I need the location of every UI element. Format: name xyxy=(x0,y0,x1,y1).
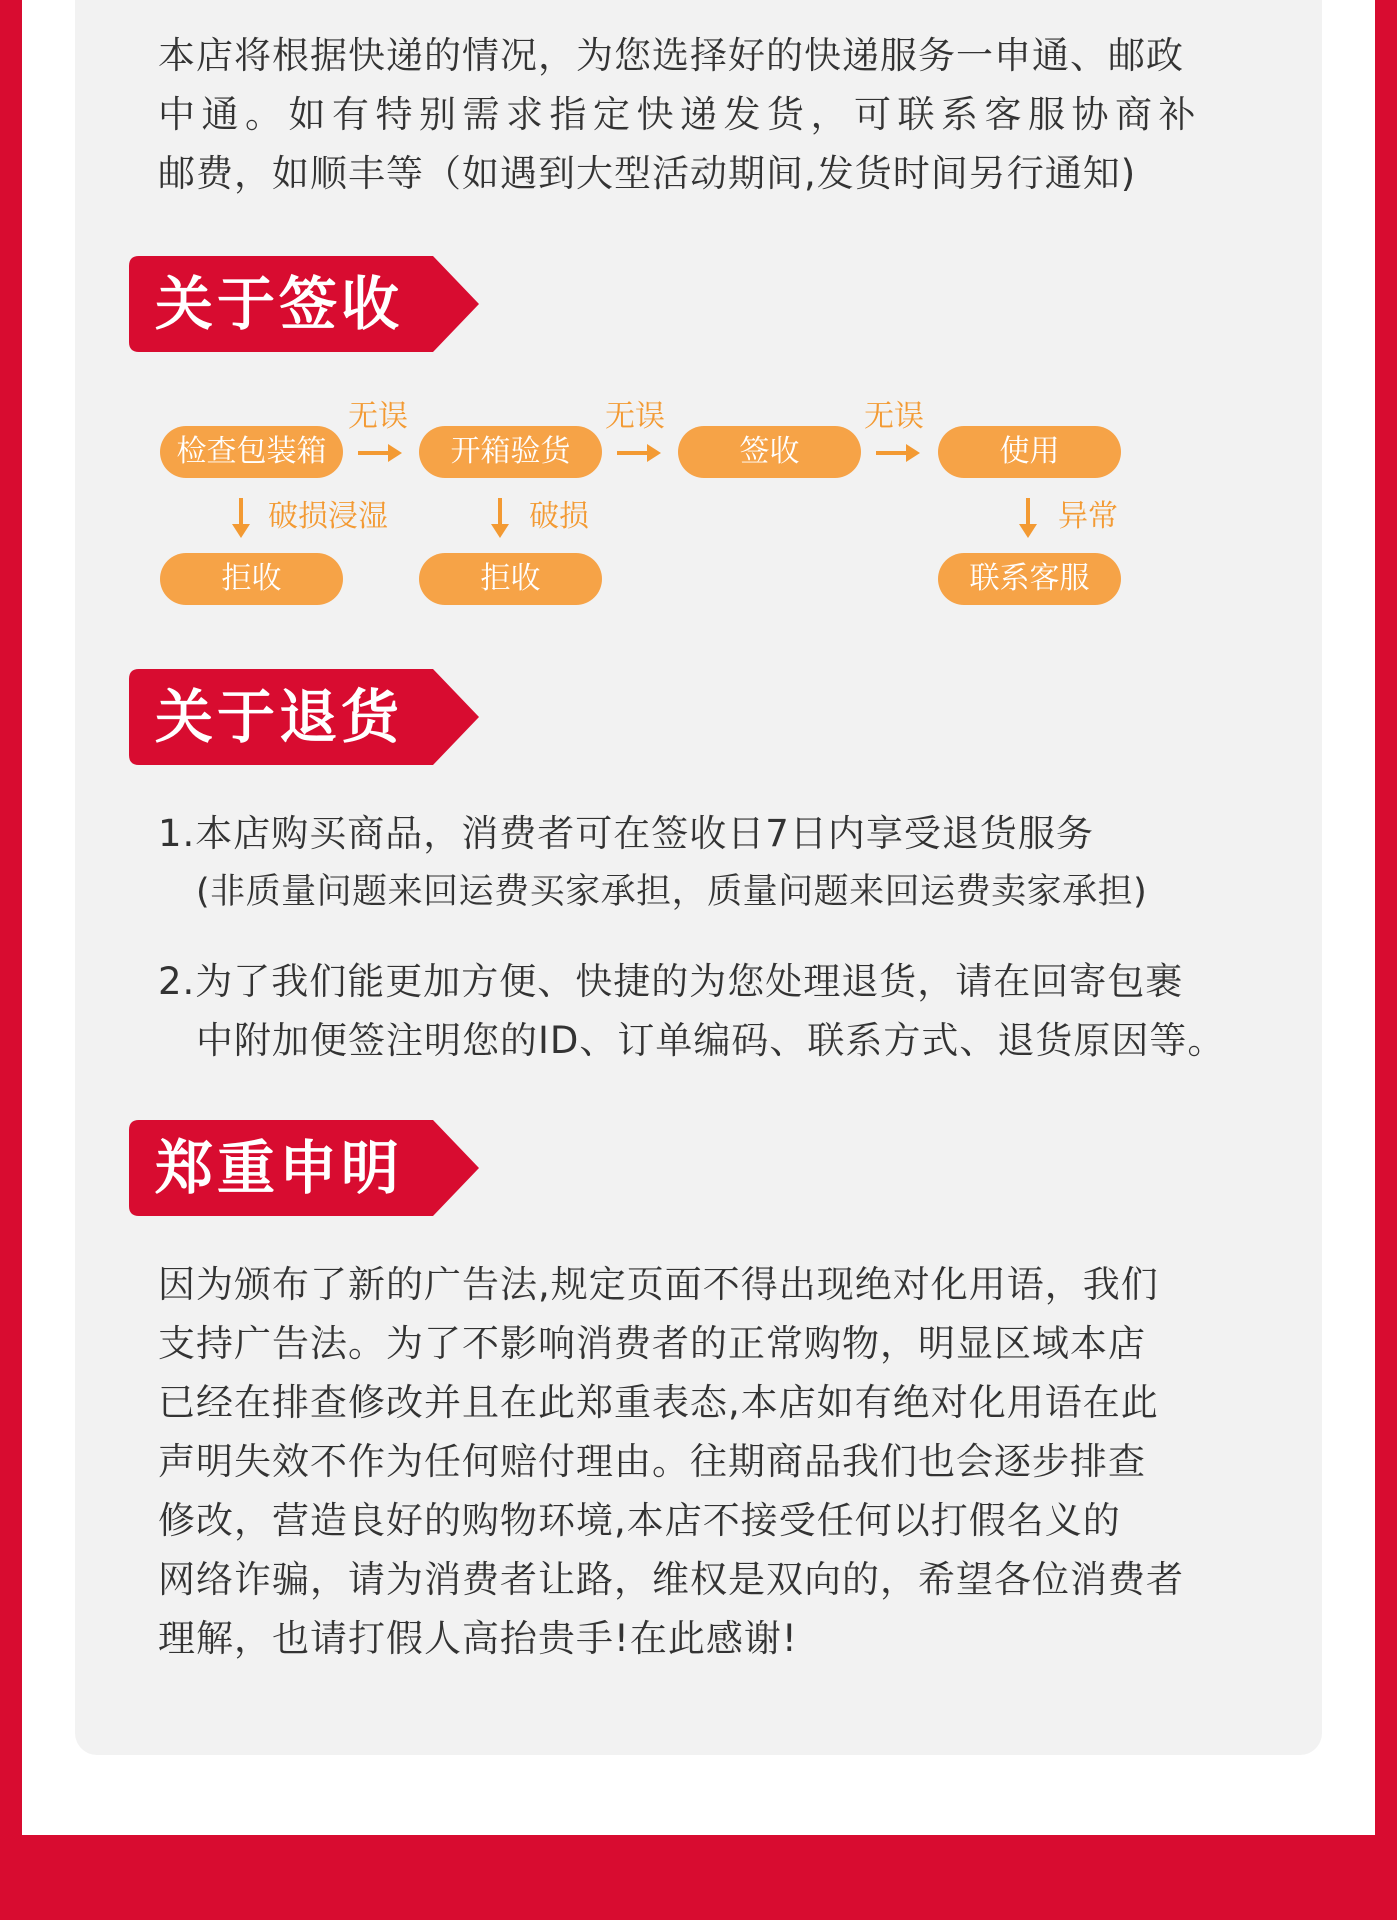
arrow-down-icon xyxy=(1016,498,1040,540)
arrow-right-icon xyxy=(617,442,663,464)
arrow-down-icon xyxy=(488,498,512,540)
intro-line: 本店将根据快递的情况，为您选择好的快递服务一申通、邮政 xyxy=(158,34,1184,77)
arrow-right-icon xyxy=(876,442,922,464)
section-banner-signing xyxy=(129,256,479,352)
statement-line: 因为颁布了新的广告法,规定页面不得出现绝对化用语，我们 xyxy=(158,1263,1159,1306)
flow-branch-condition: 异常 xyxy=(1058,499,1118,534)
section-title: 郑重申明 xyxy=(155,1134,404,1202)
intro-line: 邮费，如顺丰等（如遇到大型活动期间,发货时间另行通知) xyxy=(158,152,1137,195)
flow-result-reject: 拒收 xyxy=(419,553,602,605)
statement-line: 修改，营造良好的购物环境,本店不接受任何以打假名义的 xyxy=(158,1499,1121,1542)
flow-branch-condition: 破损 xyxy=(529,499,589,534)
flow-step-check-box: 检查包装箱 xyxy=(160,426,343,478)
statement-line: 网络诈骗，请为消费者让路，维权是双向的，希望各位消费者 xyxy=(158,1558,1184,1601)
statement-line: 已经在排查修改并且在此郑重表态,本店如有绝对化用语在此 xyxy=(158,1381,1159,1424)
returns-item xyxy=(158,952,1225,1070)
flow-step-use: 使用 xyxy=(938,426,1121,478)
flow-result-contact-service: 联系客服 xyxy=(938,553,1121,605)
flow-step-sign: 签收 xyxy=(678,426,861,478)
arrow-right-icon xyxy=(358,442,404,464)
arrow-down-icon xyxy=(229,498,253,540)
shipping-intro xyxy=(158,26,1202,203)
section-title: 关于退货 xyxy=(155,683,404,751)
flow-step-open-inspect: 开箱验货 xyxy=(419,426,602,478)
returns-item-line: 1.本店购买商品，消费者可在签收日7日内享受退货服务 xyxy=(158,812,1094,855)
statement-text xyxy=(158,1255,1184,1668)
section-banner-statement xyxy=(129,1120,479,1216)
returns-item-line: 2.为了我们能更加方便、快捷的为您处理退货，请在回寄包裹 xyxy=(158,960,1184,1003)
flow-ok-label: 无误 xyxy=(605,399,665,434)
returns-item-note: (非质量问题来回运费买家承担，质量问题来回运费卖家承担) xyxy=(196,872,1148,912)
flow-branch-condition: 破损浸湿 xyxy=(268,499,388,534)
statement-line: 支持广告法。为了不影响消费者的正常购物，明显区域本店 xyxy=(158,1322,1146,1365)
statement-line: 理解，也请打假人高抬贵手!在此感谢! xyxy=(158,1617,798,1660)
returns-item-note: 中附加便签注明您的ID、订单编码、联系方式、退货原因等。 xyxy=(196,1019,1226,1062)
returns-policy xyxy=(158,804,1225,1070)
section-banner-returns xyxy=(129,669,479,765)
returns-item xyxy=(158,804,1225,922)
statement-line: 声明失效不作为任何赔付理由。往期商品我们也会逐步排查 xyxy=(158,1440,1146,1483)
intro-line: 中通。如有特别需求指定快递发货，可联系客服协商补 xyxy=(158,93,1202,136)
section-title: 关于签收 xyxy=(155,270,404,338)
flow-ok-label: 无误 xyxy=(348,399,408,434)
flow-result-reject: 拒收 xyxy=(160,553,343,605)
flow-ok-label: 无误 xyxy=(864,399,924,434)
